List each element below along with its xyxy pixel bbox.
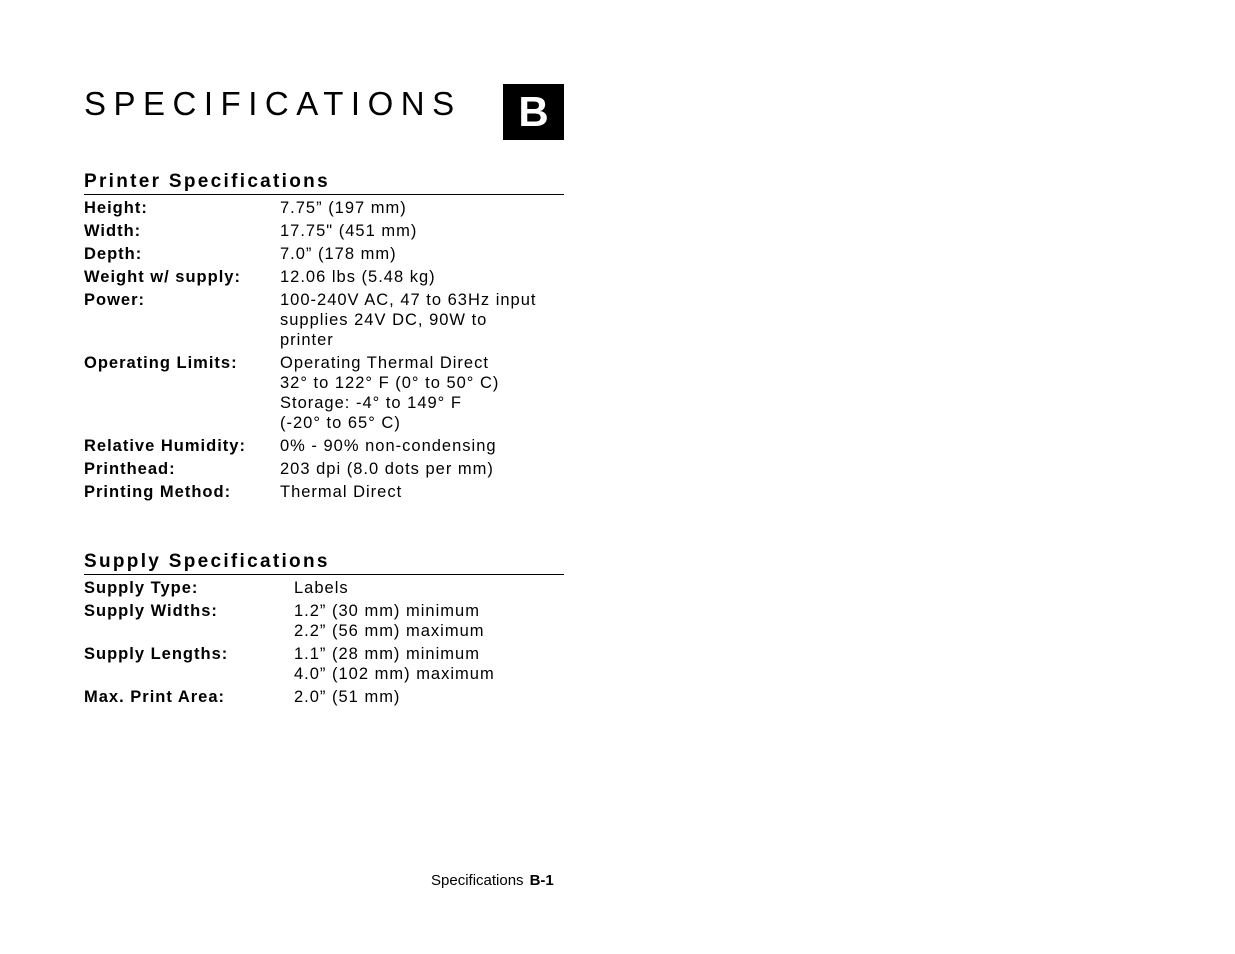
spec-value bbox=[280, 459, 565, 482]
spec-value-line: 1.2” (30 mm) minimum bbox=[294, 602, 480, 620]
spec-row bbox=[84, 267, 565, 290]
spec-value-line: 4.0” (102 mm) maximum bbox=[294, 665, 495, 683]
spec-value bbox=[294, 578, 495, 601]
spec-value bbox=[280, 244, 565, 267]
spec-label: Weight w/ supply: bbox=[84, 268, 241, 286]
spec-value-line: 100-240V AC, 47 to 63Hz input bbox=[280, 291, 537, 309]
spec-value-line: 12.06 lbs (5.48 kg) bbox=[280, 268, 436, 286]
printer-specifications-table bbox=[84, 198, 565, 505]
printer-specifications-heading: Printer Specifications bbox=[84, 170, 564, 195]
spec-value-line: 2.0” (51 mm) bbox=[294, 688, 401, 706]
spec-value-line: 0% - 90% non-condensing bbox=[280, 437, 497, 455]
spec-value bbox=[294, 644, 495, 687]
spec-value bbox=[280, 353, 565, 436]
spec-row bbox=[84, 436, 565, 459]
spec-row bbox=[84, 578, 495, 601]
spec-row bbox=[84, 601, 495, 644]
page-number: B-1 bbox=[529, 872, 554, 889]
spec-label: Relative Humidity: bbox=[84, 437, 246, 455]
spec-row bbox=[84, 198, 565, 221]
spec-value-line: Operating Thermal Direct bbox=[280, 354, 489, 372]
spec-value-line: (-20° to 65° C) bbox=[280, 414, 401, 432]
spec-label: Printing Method: bbox=[84, 483, 232, 501]
spec-value-line: Labels bbox=[294, 579, 349, 597]
spec-label: Operating Limits: bbox=[84, 354, 238, 372]
spec-value-line: Storage: -4° to 149° F bbox=[280, 394, 462, 412]
supply-specifications-table bbox=[84, 578, 495, 710]
spec-row bbox=[84, 221, 565, 244]
spec-value bbox=[280, 436, 565, 459]
spec-value bbox=[294, 687, 495, 710]
spec-label: Height: bbox=[84, 199, 148, 217]
spec-label: Width: bbox=[84, 222, 142, 240]
spec-row bbox=[84, 290, 565, 353]
spec-value bbox=[280, 267, 565, 290]
spec-row bbox=[84, 244, 565, 267]
appendix-tab-badge bbox=[503, 84, 564, 140]
spec-value-line: 7.0” (178 mm) bbox=[280, 245, 397, 263]
spec-value bbox=[280, 482, 565, 505]
spec-label: Supply Lengths: bbox=[84, 645, 229, 663]
spec-value bbox=[294, 601, 495, 644]
spec-label: Depth: bbox=[84, 245, 143, 263]
spec-value bbox=[280, 290, 565, 353]
spec-row bbox=[84, 353, 565, 436]
spec-value-line: 7.75” (197 mm) bbox=[280, 199, 407, 217]
spec-row bbox=[84, 644, 495, 687]
page-title: SPECIFICATIONS bbox=[84, 85, 462, 122]
spec-value-line: 32° to 122° F (0° to 50° C) bbox=[280, 374, 500, 392]
spec-value-line: printer bbox=[280, 331, 334, 349]
spec-value-line: 17.75" (451 mm) bbox=[280, 222, 418, 240]
spec-value bbox=[280, 198, 565, 221]
spec-label: Supply Type: bbox=[84, 579, 199, 597]
spec-label: Power: bbox=[84, 291, 146, 309]
spec-value-line: 1.1” (28 mm) minimum bbox=[294, 645, 480, 663]
page-footer bbox=[431, 872, 554, 889]
spec-label: Supply Widths: bbox=[84, 602, 218, 620]
spec-row bbox=[84, 687, 495, 710]
spec-value-line: supplies 24V DC, 90W to bbox=[280, 311, 488, 329]
footer-section-name: Specifications bbox=[431, 872, 524, 889]
spec-row bbox=[84, 459, 565, 482]
spec-value-line: Thermal Direct bbox=[280, 483, 403, 501]
spec-value-line: 2.2” (56 mm) maximum bbox=[294, 622, 485, 640]
spec-value bbox=[280, 221, 565, 244]
spec-label: Printhead: bbox=[84, 460, 176, 478]
appendix-letter: B bbox=[518, 88, 549, 135]
supply-specifications-heading: Supply Specifications bbox=[84, 550, 564, 575]
spec-value-line: 203 dpi (8.0 dots per mm) bbox=[280, 460, 494, 478]
spec-row bbox=[84, 482, 565, 505]
spec-label: Max. Print Area: bbox=[84, 688, 226, 706]
